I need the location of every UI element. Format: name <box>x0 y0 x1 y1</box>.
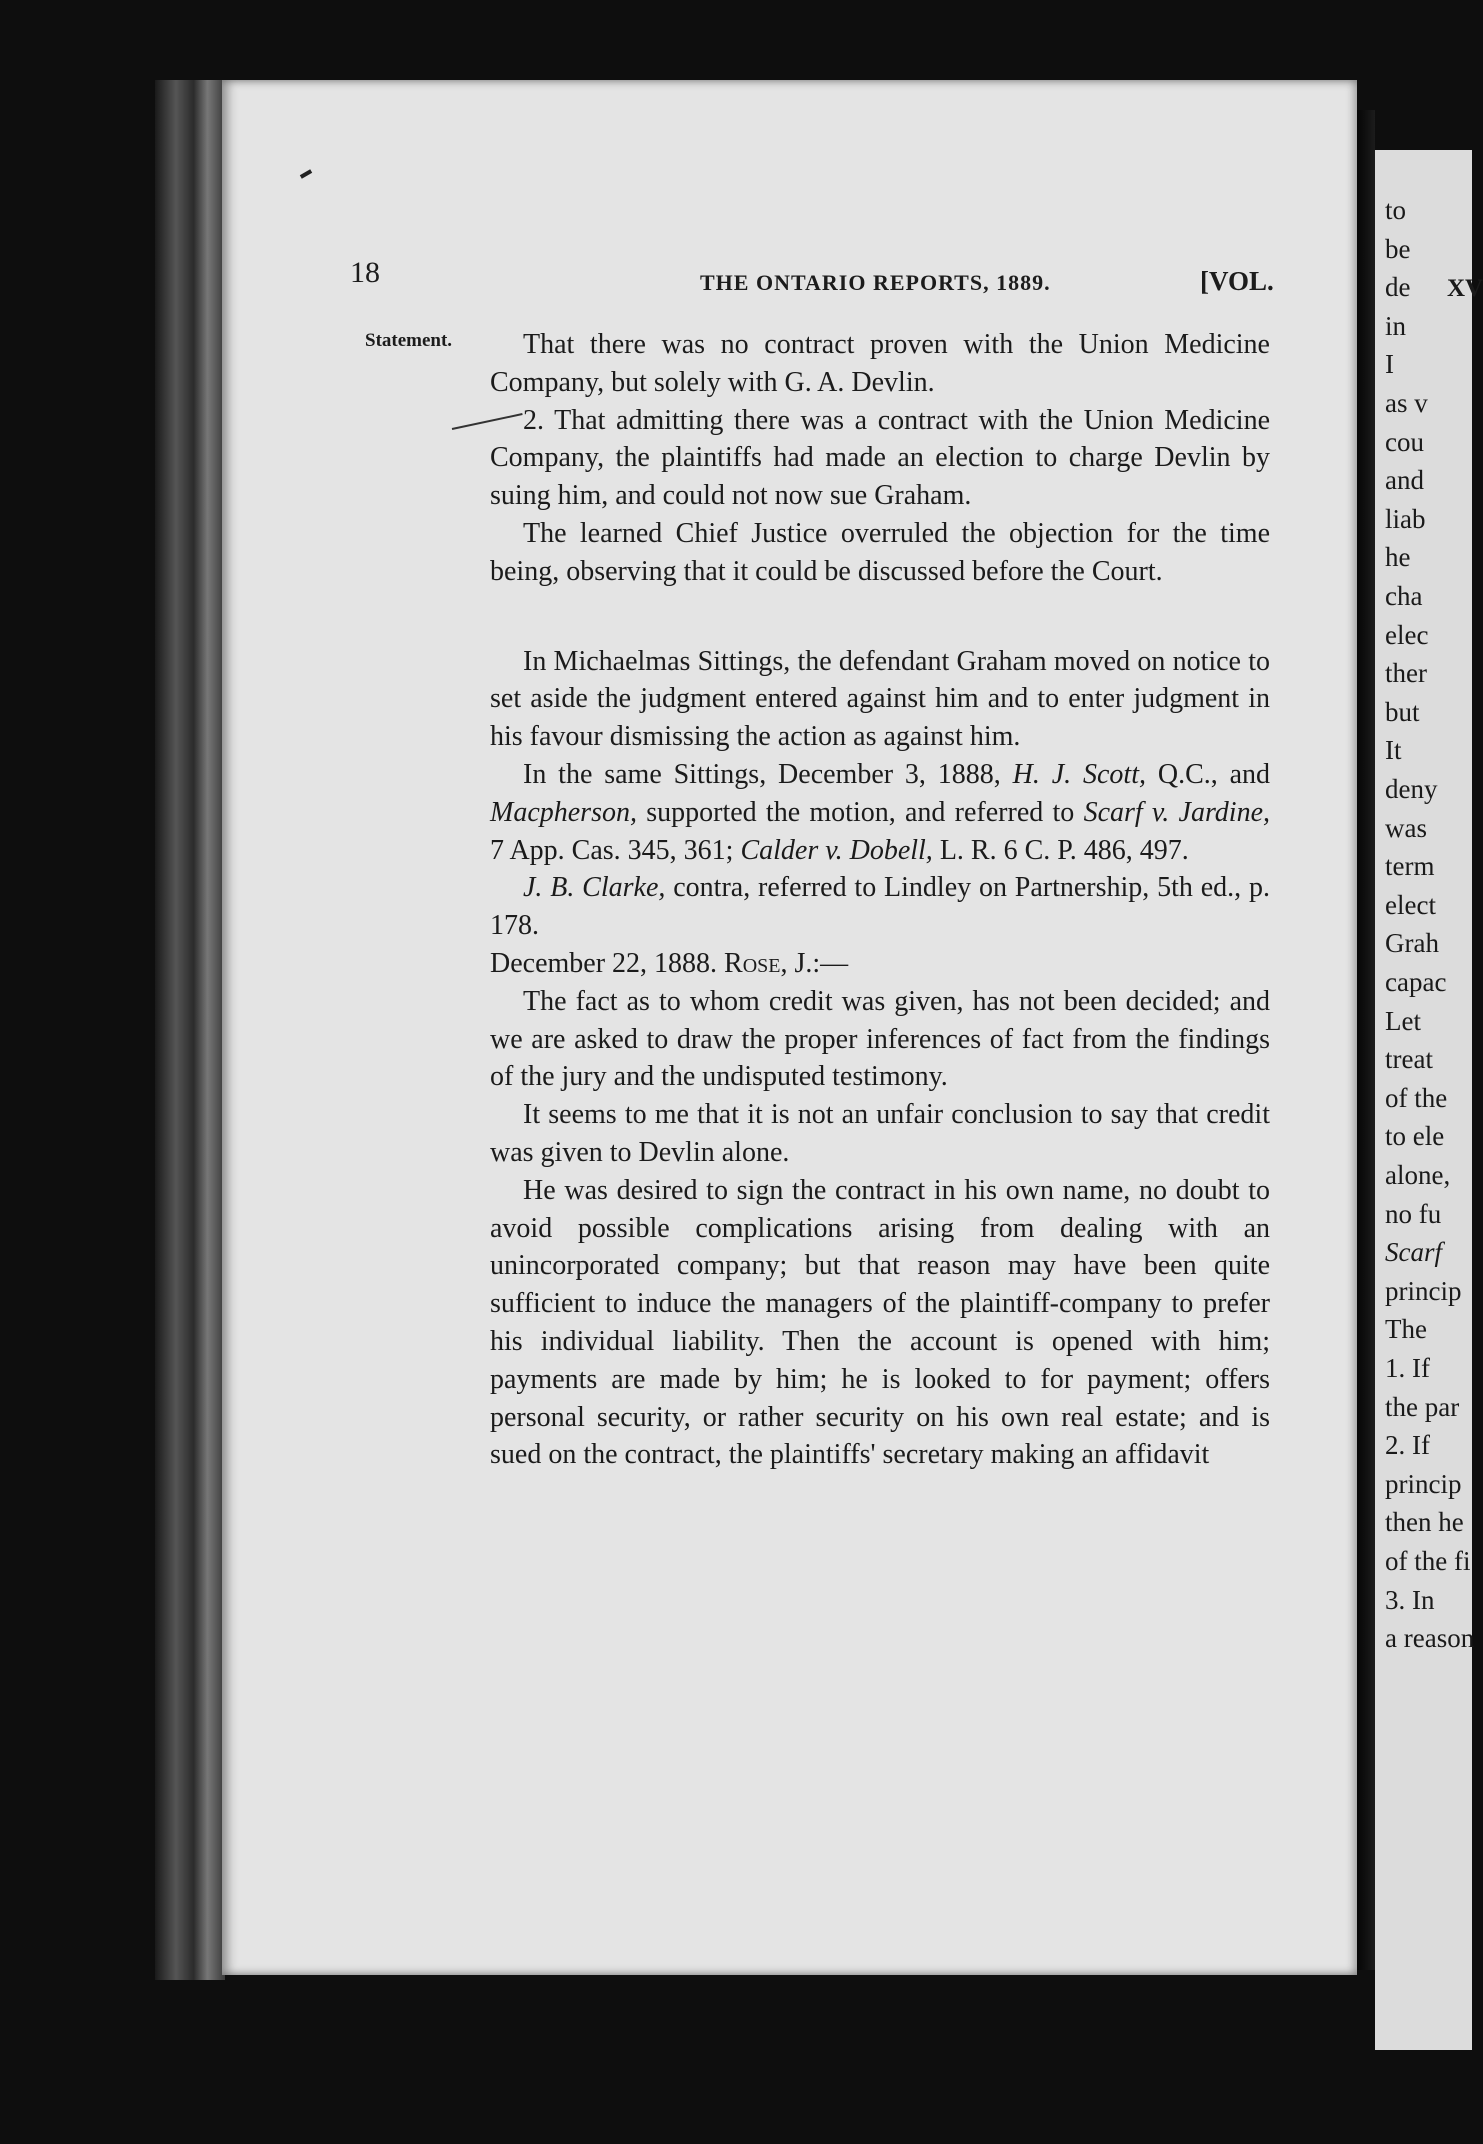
facing-page-line: be <box>1385 233 1411 264</box>
facing-page-line: Grah <box>1385 928 1439 959</box>
argument-text: Q.C., and <box>1157 758 1271 790</box>
facing-page-line: capac <box>1385 967 1447 997</box>
running-head: THE ONTARIO REPORTS, 1889. <box>700 270 1051 295</box>
facing-page-line: princip <box>1385 1275 1462 1306</box>
counsel-name: H. J. Scott, <box>1012 758 1146 790</box>
volume-mark: [VOL. <box>1200 266 1274 296</box>
facing-page-line: treat <box>1385 1044 1433 1075</box>
facing-page-line: then he <box>1385 1507 1464 1538</box>
case-citation: Scarf v. Jardine, <box>1083 796 1271 828</box>
judge-name: Rose, J.:— <box>724 947 849 979</box>
facing-page-line: Scarf <box>1385 1237 1442 1268</box>
facing-page-line: liab <box>1385 503 1426 534</box>
argument-text: supported the motion, and referred to <box>646 796 1075 828</box>
book-gutter <box>1357 110 1375 1970</box>
facing-page-fragment <box>1375 150 1483 2050</box>
judgment-heading <box>490 945 1270 983</box>
facing-page-line: of the fi <box>1385 1546 1471 1576</box>
paragraph: In Michaelmas Sittings, the defendant Graham moved on notice to set aside the judgment entered against him and to enter judgment in his favour dismissing the action as against him. <box>490 645 1270 753</box>
facing-page-line: a reason <box>1385 1623 1475 1654</box>
argument-intro: In the same Sittings, December 3, 1888, <box>523 758 1001 790</box>
page-number: 18 <box>350 256 380 289</box>
counsel-name: J. B. Clarke, <box>523 872 666 904</box>
facing-page-line: 2. If <box>1385 1430 1430 1461</box>
contra-text: contra, referred to Lindley on Partnership, 5th ed., p. 178. <box>490 872 1270 942</box>
facing-page-line: but <box>1385 696 1420 727</box>
citation-reference: 7 App. Cas. 345, 361; <box>490 834 734 866</box>
facing-page-line: term <box>1385 851 1435 882</box>
facing-page-line: as v <box>1385 388 1428 418</box>
facing-page-line: in <box>1385 310 1407 341</box>
facing-page-line: to <box>1385 195 1407 225</box>
judgment-paragraph: The fact as to whom credit was given, has not been decided; and we are asked to draw the proper inferences of fact from the findings of the jury and the undisputed testimony. <box>490 985 1270 1093</box>
facing-page-line: Let <box>1385 1005 1421 1036</box>
margin-note-statement: Statement. <box>365 330 453 351</box>
facing-page-line: de <box>1385 272 1411 303</box>
facing-page-line: alone, <box>1385 1160 1451 1190</box>
facing-page-line: of the <box>1385 1082 1448 1113</box>
paragraph: 2. That admitting there was a contract with the Union Medicine Company, the plaintiffs had made an election to charge Devlin by suing him, and could not now sue Graham. <box>490 404 1270 512</box>
facing-page-line: to ele <box>1385 1121 1445 1152</box>
facing-page-line: It <box>1385 735 1402 766</box>
contra-paragraph <box>490 869 1270 945</box>
facing-page-line: 3. In <box>1385 1584 1435 1615</box>
facing-page-header: XV <box>1447 275 1483 302</box>
case-citation: Calder v. Dobell, <box>740 834 933 866</box>
judgment-paragraph: It seems to me that it is not an unfair conclusion to say that credit was given to Devlin alone. <box>490 1099 1270 1168</box>
book-spine-edge <box>155 80 225 1980</box>
facing-page-line: deny <box>1385 774 1438 804</box>
facing-page-line: he <box>1385 542 1411 573</box>
facing-page-line: cou <box>1385 426 1424 457</box>
facing-page-line: was <box>1385 812 1427 843</box>
facing-page-line: elect <box>1385 889 1436 920</box>
judgment-paragraph: He was desired to sign the contract in his own name, no doubt to avoid possible complications arising from dealing with an unincorporated company; but that reason may have been quite sufficient to induce the managers of the plaintiff-company to prefer his individual liability. Then the account is opened with him; payments are made by him; he is looked to for payment; offers personal security, or rather security on his own real estate; and is sued on the contract, the plaintiffs' secretary making an affidavit <box>490 1174 1270 1471</box>
paragraph: The learned Chief Justice overruled the objection for the time being, observing that it could be discussed before the Court. <box>490 517 1270 587</box>
body-text <box>490 326 1270 1474</box>
citation-reference: L. R. 6 C. P. 486, 497. <box>939 834 1189 866</box>
facing-page-line: and <box>1385 465 1424 496</box>
facing-page-line: The <box>1385 1314 1427 1345</box>
paragraph: That there was no contract proven with the Union Medicine Company, but solely with G. A. Devlin. <box>490 329 1270 398</box>
argument-paragraph <box>490 756 1270 869</box>
facing-page-line: elec <box>1385 619 1429 650</box>
judgment-date: December 22, 1888. <box>490 947 718 979</box>
facing-page-line: cha <box>1385 581 1423 611</box>
facing-page-line: 1. If <box>1385 1353 1430 1383</box>
facing-page-line: the par <box>1385 1391 1460 1422</box>
facing-page-line: princip <box>1385 1468 1462 1499</box>
facing-page-line: no fu <box>1385 1198 1442 1229</box>
facing-page-line: I <box>1385 349 1394 380</box>
facing-page-line: ther <box>1385 658 1427 689</box>
counsel-name: Macpherson, <box>490 796 637 828</box>
